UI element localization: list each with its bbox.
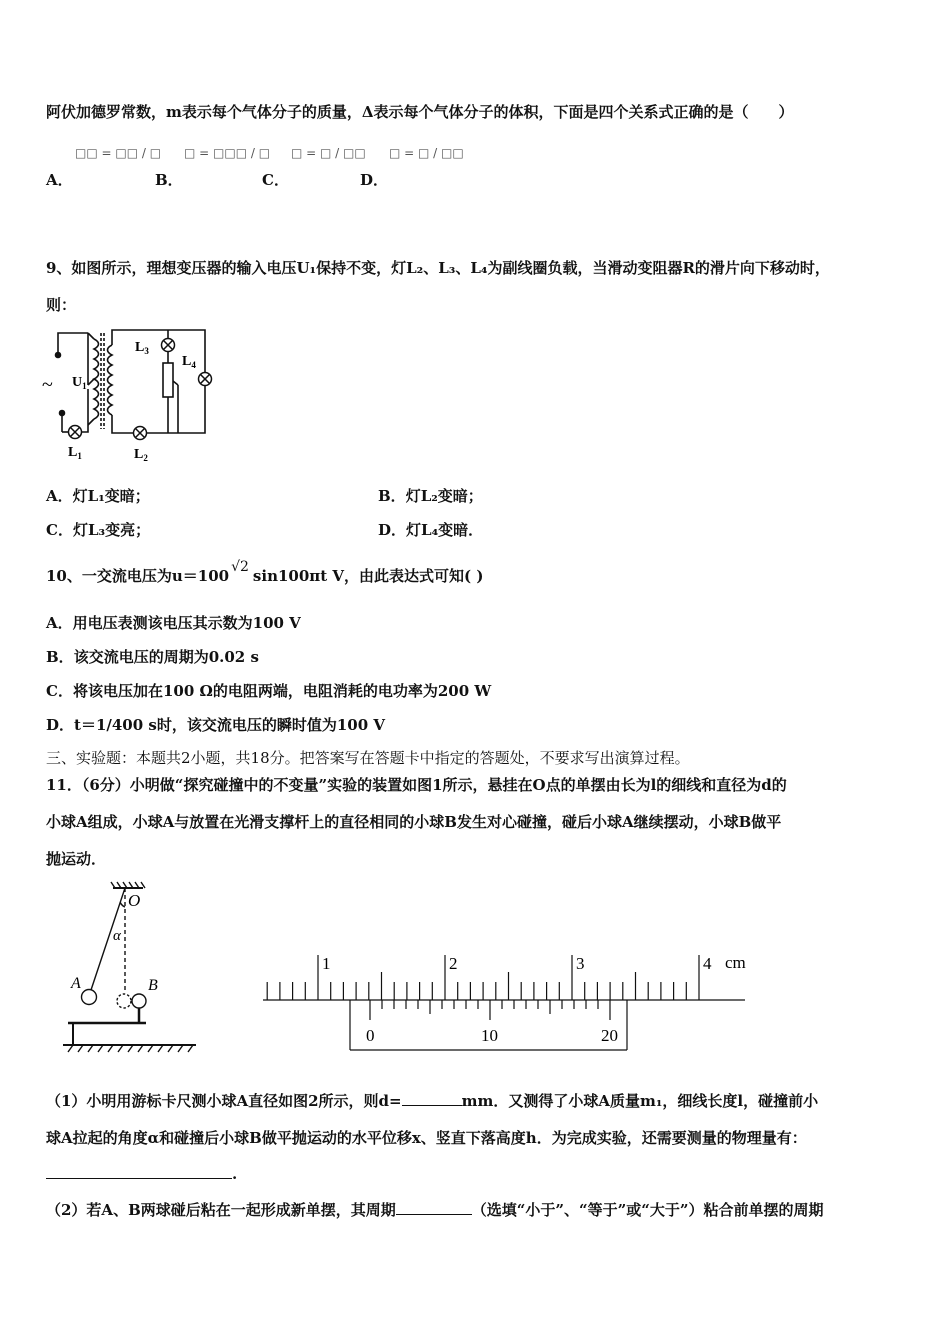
- q9-stem-line1: 9、如图所示，理想变压器的输入电压U₁保持不变，灯L₂、L₃、L₄为副线圈负载，当滑动变阻器R的滑片向下移动时，: [46, 259, 830, 277]
- l4-label: $L_4$: [182, 354, 196, 370]
- q8-option-d-label: D．: [360, 171, 389, 189]
- q8-option-b-label: B．: [155, 171, 183, 189]
- lamp-l3-icon: [162, 339, 175, 352]
- pendulum-figure: [58, 880, 203, 1055]
- q11-line2: 小球A组成，小球A与放置在光滑支撑杆上的直径相同的小球B发生对心碰撞，碰后小球A继续摆动，小球B做平: [46, 813, 782, 831]
- q8-option-c-formula: □ = □ / □□: [291, 146, 366, 160]
- q11-part2-line: （2）若A、B两球碰后粘在一起形成新单摆，其周期 （选填“小于”、“等于”或“大于”）粘合前单摆的周期: [46, 1201, 824, 1219]
- answer-blank-period[interactable]: [396, 1200, 472, 1215]
- caliper-vernier-label: 20: [601, 1026, 618, 1045]
- q11-part1-line3: .: [46, 1164, 237, 1184]
- lamp-l1-icon: [69, 426, 82, 439]
- q9-option-d: D．灯L₄变暗．: [378, 521, 484, 539]
- caliper-unit-label: cm: [725, 953, 746, 972]
- sqrt-two: √2: [231, 559, 249, 575]
- caliper-vernier-label: 10: [481, 1026, 498, 1045]
- lamp-l4-icon: [199, 373, 212, 386]
- q8-option-a-label: A．: [46, 171, 73, 189]
- angle-alpha-label: α: [113, 928, 121, 944]
- q8-stem: 阿伏加德罗常数，m表示每个气体分子的质量，Δ表示每个气体分子的体积，下面是四个关系式正确的是（ ）: [46, 103, 794, 121]
- q9-option-c: C．灯L₃变亮；: [46, 521, 151, 539]
- l2-label: $L_2$: [134, 447, 148, 463]
- ac-source-symbol: ~: [42, 374, 53, 396]
- u1-label: $U_1$: [72, 375, 87, 391]
- q8-option-a-formula: □□ = □□ / □: [75, 146, 162, 160]
- q11-line1: 11．（6分）小明做“探究碰撞中的不变量”实验的装置如图1所示，悬挂在O点的单摆由长为l的细线和直径为d的: [46, 776, 787, 794]
- q11-line3: 抛运动．: [46, 850, 107, 868]
- q11-part1-line2: 球A拉起的角度α和碰撞后小球B做平抛运动的水平位移x、竖直下落高度h．为完成实验，还需要测量的物理量有：: [46, 1129, 807, 1147]
- answer-blank-d[interactable]: [402, 1091, 462, 1106]
- l1-label: $L_1$: [68, 445, 82, 461]
- caliper-main-label: 3: [576, 954, 585, 973]
- q8-option-d-formula: □ = □ / □□: [389, 146, 464, 160]
- q10-option-d: D．t＝1/400 s时，该交流电压的瞬时值为100 V: [46, 716, 386, 734]
- l3-label: $L_3$: [135, 340, 149, 356]
- q8-option-b-formula: □ = □□□ / □: [184, 146, 271, 160]
- q11-part1-line1: （1）小明用游标卡尺测小球A直径如图2所示，则d= mm．又测得了小球A质量m₁，细线长度l，碰撞前小: [46, 1092, 819, 1110]
- q9-option-a: A．灯L₁变暗；: [46, 487, 150, 505]
- caliper-main-label: 2: [449, 954, 458, 973]
- q10-option-a: A．用电压表测该电压其示数为100 V: [46, 614, 301, 632]
- circuit-diagram: [40, 325, 230, 465]
- q10-option-c: C．将该电压加在100 Ω的电阻两端，电阻消耗的电功率为200 W: [46, 682, 492, 700]
- caliper-vernier-label: 0: [366, 1026, 375, 1045]
- q10-stem: 10、一交流电压为u＝100 √2 sin100πt V，由此表达式可知( ): [46, 559, 484, 585]
- point-o-label: O: [128, 891, 141, 910]
- ball-b-label: B: [148, 977, 158, 994]
- caliper-main-label: 1: [322, 954, 331, 973]
- q9-option-b: B．灯L₂变暗；: [378, 487, 483, 505]
- lamp-l2-icon: [134, 427, 147, 440]
- section-3-heading: 三、实验题：本题共2小题，共18分。把答案写在答题卡中指定的答题处，不要求写出演算过程。: [46, 749, 690, 767]
- answer-blank-quantities[interactable]: [46, 1164, 232, 1179]
- caliper-main-label: 4: [703, 954, 712, 973]
- q9-stem-line2: 则：: [46, 296, 77, 314]
- ball-a-label: A: [71, 975, 81, 992]
- vernier-caliper-figure: [255, 945, 765, 1060]
- q10-option-b: B．该交流电压的周期为0.02 s: [46, 648, 259, 666]
- q8-option-c-label: C．: [262, 171, 289, 189]
